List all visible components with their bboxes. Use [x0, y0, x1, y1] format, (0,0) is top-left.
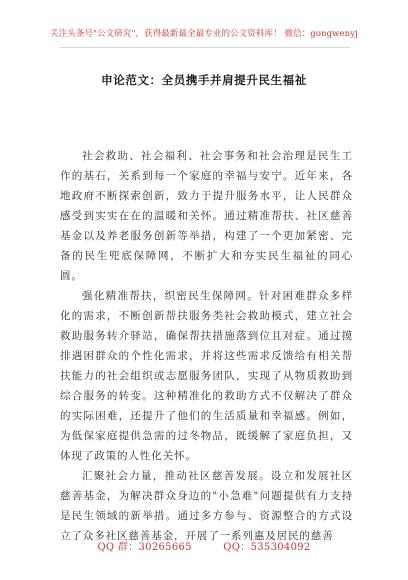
- header-divider: [60, 47, 350, 48]
- header-banner: 关注头条号"公文研究"，获得最新最全最专业的公文资料库！ 微信：gongwenyj: [50, 29, 358, 39]
- paragraph: 汇聚社会力量，推动社区慈善发展。设立和发展社区慈善基金，为解决群众身边的"小急难"问题提供有力支持是民生领域的新举措。通过多方参与、资源整合的方式设立了众多社区慈善基金，开展了一系列惠及居民的慈善: [60, 470, 353, 542]
- footer-contact: [0, 538, 408, 553]
- document-body: [60, 146, 353, 546]
- footer-qq: QQ：535304092: [223, 542, 311, 553]
- document-title: 申论范文：全员携手并肩提升民生福祉: [101, 73, 307, 87]
- footer-qq-group: QQ 群：30265665: [97, 542, 192, 553]
- paragraph: 强化精准帮扶，织密民生保障网。针对困难群众多样化的需求，不断创新帮扶服务类社会救助模式，建立社会救助服务转介驿站，确保帮扶措施落到位且对症。通过摸排遇困群众的个性化需求，并将这些需求反馈给有相关帮扶能力的社会组织或志愿服务团队，实现了从物质救助到综合服务的转变。这种精准化的救助方式不仅解决了群众的实际困难，还提升了他们的生活质量和幸福感。例如，为低保家庭提供急需的过冬物品，既缓解了家庭负担，又体现了政策的人性化关怀。: [60, 290, 353, 462]
- paragraph: 社会救助、社会福利、社会事务和社会治理是民生工作的基石，关系到每一个家庭的幸福与安宁。近年来，各地政府不断探索创新，致力于提升服务水平，让人民群众感受到实实在在的温暖和关怀。通过精准帮扶、社区慈善基金以及养老服务创新等举措，构建了一个更加紧密、完备的民生兜底保障网，不断扩大和夯实民生福祉的同心圆。: [60, 150, 353, 282]
